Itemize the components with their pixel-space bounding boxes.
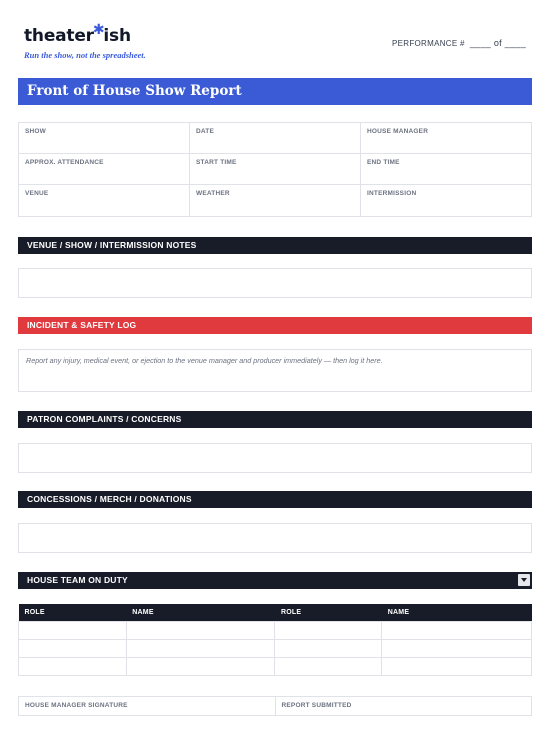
chevron-down-icon[interactable] bbox=[518, 574, 530, 586]
table-cell[interactable] bbox=[126, 621, 275, 639]
show-info-grid bbox=[18, 122, 532, 217]
incident-log-hint: Report any injury, medical event, or ejection to the venue manager and producer immediately — then log it here. bbox=[26, 356, 383, 365]
house-manager-signature-field[interactable]: HOUSE MANAGER SIGNATURE bbox=[19, 697, 276, 715]
field-intermission[interactable]: INTERMISSION bbox=[367, 190, 417, 197]
concessions-field[interactable] bbox=[18, 523, 532, 553]
brand-name-part2: ish bbox=[103, 26, 131, 46]
table-cell[interactable] bbox=[19, 639, 127, 657]
team-col-role-1: ROLE bbox=[19, 604, 127, 621]
table-cell[interactable] bbox=[19, 657, 127, 675]
table-cell[interactable] bbox=[126, 639, 275, 657]
venue-notes-header: VENUE / SHOW / INTERMISSION NOTES bbox=[18, 237, 532, 254]
team-col-name-1: NAME bbox=[126, 604, 275, 621]
field-show[interactable]: SHOW bbox=[19, 123, 190, 154]
concessions-header: CONCESSIONS / MERCH / DONATIONS bbox=[18, 491, 532, 508]
page-header bbox=[24, 22, 536, 66]
table-row bbox=[19, 657, 532, 675]
house-team-table bbox=[18, 604, 532, 676]
brand-name-part1: theater bbox=[24, 26, 94, 46]
field-date[interactable]: DATE bbox=[190, 123, 361, 154]
table-cell[interactable] bbox=[382, 639, 532, 657]
signature-row bbox=[18, 696, 532, 716]
team-col-role-2: ROLE bbox=[275, 604, 382, 621]
performance-number[interactable] bbox=[392, 38, 526, 48]
table-cell[interactable] bbox=[382, 657, 532, 675]
incident-log-header: INCIDENT & SAFETY LOG bbox=[18, 317, 532, 334]
table-cell[interactable] bbox=[275, 657, 382, 675]
house-team-header bbox=[18, 572, 532, 589]
page-title: Front of House Show Report bbox=[18, 78, 532, 105]
complaints-field[interactable] bbox=[18, 443, 532, 473]
house-team-title: HOUSE TEAM ON DUTY bbox=[27, 575, 128, 585]
table-cell[interactable] bbox=[19, 621, 127, 639]
table-cell[interactable] bbox=[382, 621, 532, 639]
brand-tagline: Run the show, not the spreadsheet. bbox=[24, 50, 146, 60]
field-house-manager[interactable]: HOUSE MANAGER bbox=[361, 123, 531, 154]
table-cell[interactable] bbox=[275, 621, 382, 639]
field-start-time[interactable]: START TIME bbox=[190, 154, 361, 185]
incident-log-field[interactable] bbox=[18, 349, 532, 392]
table-row bbox=[19, 639, 532, 657]
complaints-header: PATRON COMPLAINTS / CONCERNS bbox=[18, 411, 532, 428]
field-weather[interactable]: WEATHER bbox=[190, 185, 361, 216]
field-end-time[interactable]: END TIME bbox=[361, 154, 531, 185]
venue-notes-field[interactable] bbox=[18, 268, 532, 298]
performance-value[interactable]: ____ of ____ bbox=[469, 38, 526, 48]
table-cell[interactable] bbox=[126, 657, 275, 675]
field-venue[interactable]: VENUE bbox=[19, 185, 190, 216]
field-attendance[interactable]: APPROX. ATTENDANCE bbox=[19, 154, 190, 185]
team-col-name-2: NAME bbox=[382, 604, 532, 621]
table-row bbox=[19, 621, 532, 639]
performance-label: PERFORMANCE # bbox=[391, 39, 465, 48]
logo-star-icon: ✱ bbox=[92, 22, 105, 38]
table-cell[interactable] bbox=[275, 639, 382, 657]
report-submitted-field[interactable]: REPORT SUBMITTED bbox=[281, 702, 352, 709]
